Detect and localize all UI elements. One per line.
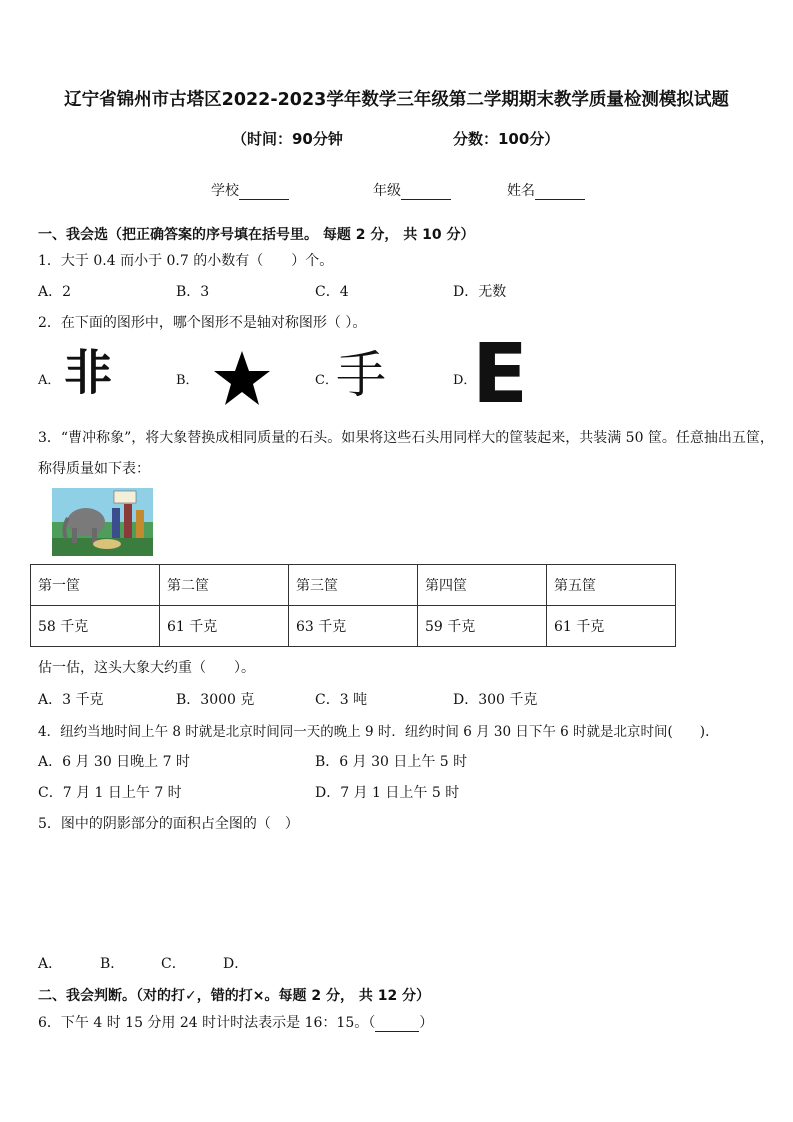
grade-blank[interactable] — [401, 185, 451, 200]
table-header-cell: 第一筐 — [31, 565, 160, 606]
school-field — [211, 180, 289, 200]
table-cell: 61 千克 — [160, 606, 289, 647]
q1-option-a: A．2 — [38, 284, 72, 300]
exam-title: 辽宁省锦州市古塔区2022-2023学年数学三年级第二学期期末教学质量检测模拟试题 — [64, 90, 729, 110]
q5-text: 5．图中的阴影部分的面积占全图的（ ） — [38, 816, 299, 832]
table-header-cell: 第四筐 — [418, 565, 547, 606]
q6-text — [38, 1012, 433, 1032]
table-row — [31, 606, 676, 647]
q2-label-d: D． — [453, 373, 477, 388]
q4-option-b: B．6 月 30 日上午 5 时 — [315, 754, 468, 770]
q5-option-d: D． — [223, 956, 249, 972]
stone-weights-table — [30, 564, 676, 647]
q1-option-d: D．无数 — [453, 284, 507, 300]
school-blank[interactable] — [239, 185, 289, 200]
table-cell: 58 千克 — [31, 606, 160, 647]
table-header-cell: 第二筐 — [160, 565, 289, 606]
q3-text-line1: 3．“曹冲称象”，将大象替换成相同质量的石头。如果将这些石头用同样大的筐装起来，共装满 50 筐。任意抽出五筐， — [38, 430, 774, 446]
q5-option-c: C． — [161, 956, 186, 972]
q2-label-a: A． — [38, 373, 61, 388]
cao-chong-elephant-illustration — [52, 488, 153, 556]
table-cell: 61 千克 — [547, 606, 676, 647]
q6-statement: 6．下午 4 时 15 分用 24 时计时法表示是 16：15。（ — [38, 1015, 376, 1031]
star-icon — [212, 349, 272, 407]
q4-option-d: D．7 月 1 日上午 5 时 — [315, 785, 460, 801]
q3-text-line2: 称得质量如下表： — [38, 461, 150, 477]
q1-option-b: B．3 — [176, 284, 210, 300]
q1-text: 1．大于 0.4 而小于 0.7 的小数有（ ）个。 — [38, 253, 334, 269]
q4-option-c: C．7 月 1 日上午 7 时 — [38, 785, 182, 801]
table-cell: 63 千克 — [289, 606, 418, 647]
q4-option-a: A．6 月 30 日晚上 7 时 — [38, 754, 190, 770]
q3-option-a: A．3 千克 — [38, 692, 104, 708]
section1-heading: 一、我会选（把正确答案的序号填在括号里。 每题 2 分， 共 10 分） — [38, 227, 475, 243]
section2-heading: 二、我会判断。（对的打✓，错的打×。每题 2 分， 共 12 分） — [38, 988, 431, 1004]
q6-answer-blank[interactable] — [375, 1017, 419, 1032]
q5-option-a: A． — [38, 956, 63, 972]
q6-close-paren: ） — [419, 1015, 434, 1031]
q3-question: 估一估，这头大象大约重（ ）。 — [38, 660, 255, 676]
q2-shape-e: E — [472, 327, 529, 422]
table-header-cell: 第五筐 — [547, 565, 676, 606]
table-cell: 59 千克 — [418, 606, 547, 647]
school-label: 学校 — [211, 183, 239, 199]
table-header-row — [31, 565, 676, 606]
q2-label-c: C． — [315, 373, 338, 388]
q3-option-c: C．3 吨 — [315, 692, 368, 708]
table-header-cell: 第三筐 — [289, 565, 418, 606]
grade-label: 年级 — [373, 183, 401, 199]
q4-text: 4．纽约当地时间上午 8 时就是北京时间同一天的晚上 9 时．纽约时间 6 月 30 日下午 6 时就是北京时间( ). — [38, 724, 710, 740]
q2-shape-shou: 手 — [336, 346, 386, 404]
q5-option-b: B． — [100, 956, 125, 972]
name-blank[interactable] — [535, 185, 585, 200]
q2-shape-fei: 非 — [64, 345, 113, 401]
q2-text: 2．在下面的图形中，哪个图形不是轴对称图形（ ）。 — [38, 315, 367, 331]
exam-time: （时间：90分钟 — [232, 130, 343, 148]
exam-score: 分数：100分） — [453, 130, 560, 148]
grade-field — [373, 180, 451, 200]
q2-label-b: B． — [176, 373, 199, 388]
name-label: 姓名 — [507, 183, 535, 199]
q3-option-d: D．300 千克 — [453, 692, 538, 708]
q3-option-b: B．3000 克 — [176, 692, 255, 708]
name-field — [507, 180, 585, 200]
q2-shape-star — [212, 349, 272, 407]
q1-option-c: C．4 — [315, 284, 349, 300]
